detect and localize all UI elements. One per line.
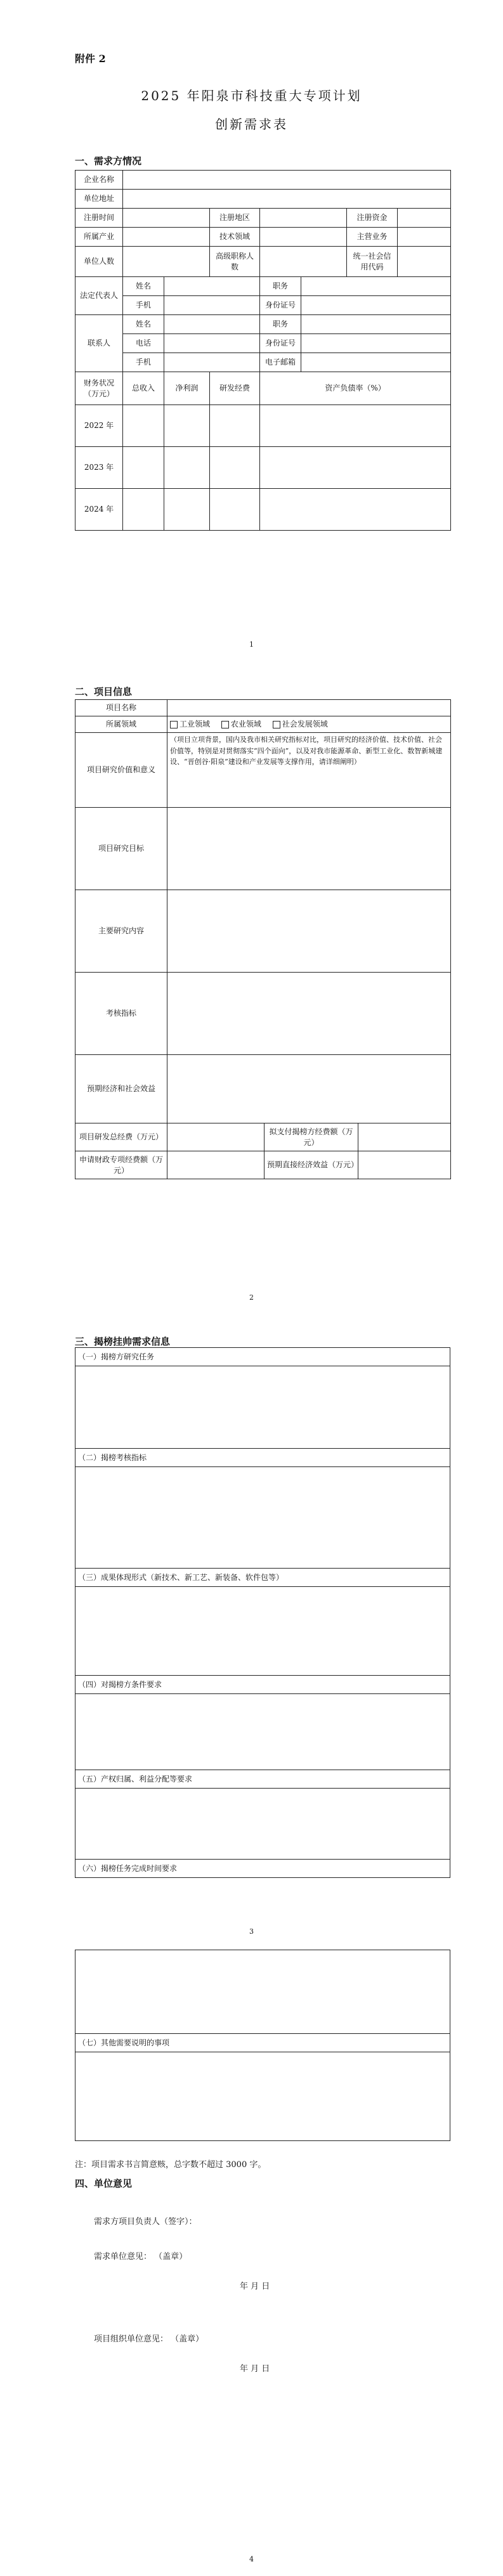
label-unit-address: 单位地址 [75, 190, 123, 209]
direct-benefit-cell[interactable] [358, 1151, 451, 1179]
legal-name-cell[interactable] [164, 277, 260, 296]
label-planned-budget: 拟支付揭榜方经费额（万元） [265, 1123, 358, 1151]
finance-cell[interactable] [260, 489, 451, 531]
page-4 [0, 1943, 503, 2576]
credit-code-cell[interactable] [398, 247, 451, 277]
headcount-cell[interactable] [123, 247, 210, 277]
year-row-label: 2023 年 [75, 447, 123, 489]
label-contact-id: 身份证号 [260, 334, 301, 353]
value-cell[interactable] [167, 733, 451, 808]
contact-id-cell[interactable] [301, 334, 451, 353]
reg-area-cell[interactable] [260, 209, 347, 228]
requester-table [75, 170, 451, 531]
item-output-label: （三）成果体现形式（新技术、新工艺、新装备、软件包等） [75, 1569, 450, 1587]
label-content: 主要研究内容 [75, 890, 167, 973]
finance-cell[interactable] [210, 447, 260, 489]
label-kpi: 考核指标 [75, 973, 167, 1055]
org-unit-opinion[interactable]: 项目组织单位意见： （盖章） [94, 2334, 204, 2344]
contact-mobile-cell[interactable] [164, 353, 260, 372]
item-task-cell[interactable] [75, 1366, 450, 1449]
goal-cell[interactable] [167, 808, 451, 890]
unit-address-cell[interactable] [123, 190, 451, 209]
page-number: 4 [249, 2555, 254, 2563]
field-options [167, 716, 451, 733]
label-total-budget: 项目研发总经费（万元） [75, 1123, 167, 1151]
item-kpi-cell[interactable] [75, 1467, 450, 1569]
demand-unit-date[interactable]: 年 月 日 [240, 2282, 270, 2291]
page-1 [0, 0, 503, 666]
year-row-label: 2024 年 [75, 489, 123, 531]
owner-signature-line[interactable]: 需求方项目负责人（签字）： [94, 2217, 197, 2227]
contact-position-cell[interactable] [301, 315, 451, 334]
section2-heading: 二、项目信息 [75, 686, 133, 697]
section4-heading: 四、单位意见 [75, 2178, 133, 2189]
checkbox-icon [273, 721, 280, 728]
finance-cell[interactable] [260, 447, 451, 489]
section1-heading: 一、需求方情况 [75, 155, 142, 167]
col-total-income: 总收入 [123, 372, 164, 405]
label-direct-benefit: 预期直接经济效益（万元） [265, 1151, 358, 1179]
contact-email-cell[interactable] [301, 353, 451, 372]
label-contact-position: 职务 [260, 315, 301, 334]
label-legal-mobile: 手机 [123, 296, 164, 315]
label-field: 所属领域 [75, 716, 167, 733]
project-name-cell[interactable] [167, 700, 451, 716]
project-info-table [75, 699, 451, 1179]
item-deadline-cell[interactable] [75, 1950, 450, 2034]
label-value: 项目研究价值和意义 [75, 733, 167, 808]
item-conditions-label: （四）对揭榜方条件要求 [75, 1676, 450, 1694]
label-reg-area: 注册地区 [210, 209, 260, 228]
label-industry: 所属产业 [75, 228, 123, 247]
item-kpi-label: （二）揭榜考核指标 [75, 1449, 450, 1467]
finance-cell[interactable] [164, 405, 210, 447]
label-contact-mobile: 手机 [123, 353, 164, 372]
label-goal: 项目研究目标 [75, 808, 167, 890]
finance-cell[interactable] [210, 405, 260, 447]
label-finance: 财务状况（万元） [75, 372, 123, 405]
org-unit-date[interactable]: 年 月 日 [240, 2364, 270, 2374]
page-number: 3 [249, 1927, 254, 1936]
field-option-industry[interactable]: 工业领域 [170, 720, 210, 728]
kpi-cell[interactable] [167, 973, 451, 1055]
finance-cell[interactable] [164, 489, 210, 531]
label-legal-id: 身份证号 [260, 296, 301, 315]
benefit-cell[interactable] [167, 1055, 451, 1123]
item-other-cell[interactable] [75, 2052, 450, 2141]
doc-title-line1: 2025 年阳泉市科技重大专项计划 [141, 88, 362, 103]
field-option-agriculture[interactable]: 农业领域 [221, 720, 261, 728]
page-number: 1 [249, 640, 254, 649]
item-deadline-label: （六）揭榜任务完成时间要求 [75, 1860, 450, 1878]
item-task-label: （一）揭榜方研究任务 [75, 1348, 450, 1366]
label-contact: 联系人 [75, 315, 123, 372]
label-benefit: 预期经济和社会效益 [75, 1055, 167, 1123]
label-project-name: 项目名称 [75, 700, 167, 716]
finance-cell[interactable] [210, 489, 260, 531]
item-ip-label: （五）产权归属、利益分配等要求 [75, 1770, 450, 1789]
legal-mobile-cell[interactable] [164, 296, 260, 315]
col-net-profit: 净利润 [164, 372, 210, 405]
annex-label: 附件 2 [75, 53, 106, 65]
label-main-business: 主营业务 [347, 228, 398, 247]
label-company-name: 企业名称 [75, 171, 123, 190]
length-note: 注：项目需求书言简意赅，总字数不超过 3000 字。 [75, 2160, 266, 2170]
value-hint: （项目立项背景，国内及我市相关研究指标对比，项目研究的经济价值、技术价值、社会价值等，特别是对贯彻落实“四个面向”，以及对我市能源革命、新型工业化、数智新城建设、“晋创谷·阳泉”建设和产业发展等支撑作用，请详细阐明） [170, 735, 443, 767]
label-tech-field: 技术领域 [210, 228, 260, 247]
label-contact-email: 电子邮箱 [260, 353, 301, 372]
page-3 [0, 1309, 503, 1943]
label-legal-name: 姓名 [123, 277, 164, 296]
section3-heading: 三、揭榜挂帅需求信息 [75, 1336, 171, 1347]
finance-cell[interactable] [123, 447, 164, 489]
total-budget-cell[interactable] [167, 1123, 265, 1151]
tech-field-cell[interactable] [260, 228, 347, 247]
industry-cell[interactable] [123, 228, 210, 247]
label-credit-code: 统一社会信用代码 [347, 247, 398, 277]
label-headcount: 单位人数 [75, 247, 123, 277]
contact-name-cell[interactable] [164, 315, 260, 334]
item-other-label: （七）其他需要说明的事项 [75, 2034, 450, 2052]
field-option-social[interactable]: 社会发展领域 [273, 720, 328, 728]
contact-phone-cell[interactable] [164, 334, 260, 353]
label-legal-rep: 法定代表人 [75, 277, 123, 315]
label-contact-phone: 电话 [123, 334, 164, 353]
label-reg-time: 注册时间 [75, 209, 123, 228]
finance-cell[interactable] [260, 405, 451, 447]
item-ip-cell[interactable] [75, 1789, 450, 1860]
planned-budget-cell[interactable] [358, 1123, 451, 1151]
doc-title-line2: 创新需求表 [215, 117, 288, 132]
item-output-cell[interactable] [75, 1587, 450, 1676]
main-business-cell[interactable] [398, 228, 451, 247]
bounty-info-table-cont [75, 1950, 450, 2141]
bounty-info-table [75, 1347, 450, 1878]
reg-time-cell[interactable] [123, 209, 210, 228]
legal-position-cell[interactable] [301, 277, 451, 296]
checkbox-icon [170, 721, 178, 728]
finance-cell[interactable] [123, 405, 164, 447]
finance-cell[interactable] [123, 489, 164, 531]
legal-id-cell[interactable] [301, 296, 451, 315]
label-contact-name: 姓名 [123, 315, 164, 334]
label-legal-position: 职务 [260, 277, 301, 296]
item-conditions-cell[interactable] [75, 1694, 450, 1770]
checkbox-icon [221, 721, 229, 728]
year-row-label: 2022 年 [75, 405, 123, 447]
page-2 [0, 666, 503, 1309]
reg-capital-cell[interactable] [398, 209, 451, 228]
col-rd-cost: 研发经费 [210, 372, 260, 405]
demand-unit-opinion[interactable]: 需求单位意见： （盖章） [94, 2252, 188, 2262]
content-cell[interactable] [167, 890, 451, 973]
company-name-cell[interactable] [123, 171, 451, 190]
finance-cell[interactable] [164, 447, 210, 489]
label-reg-capital: 注册资金 [347, 209, 398, 228]
label-fiscal-support: 申请财政专项经费额（万元） [75, 1151, 167, 1179]
col-debt-ratio: 资产负债率（%） [260, 372, 451, 405]
fiscal-support-cell[interactable] [167, 1151, 265, 1179]
senior-staff-cell[interactable] [260, 247, 347, 277]
label-senior-staff: 高级职称人数 [210, 247, 260, 277]
page-number: 2 [249, 1293, 254, 1302]
